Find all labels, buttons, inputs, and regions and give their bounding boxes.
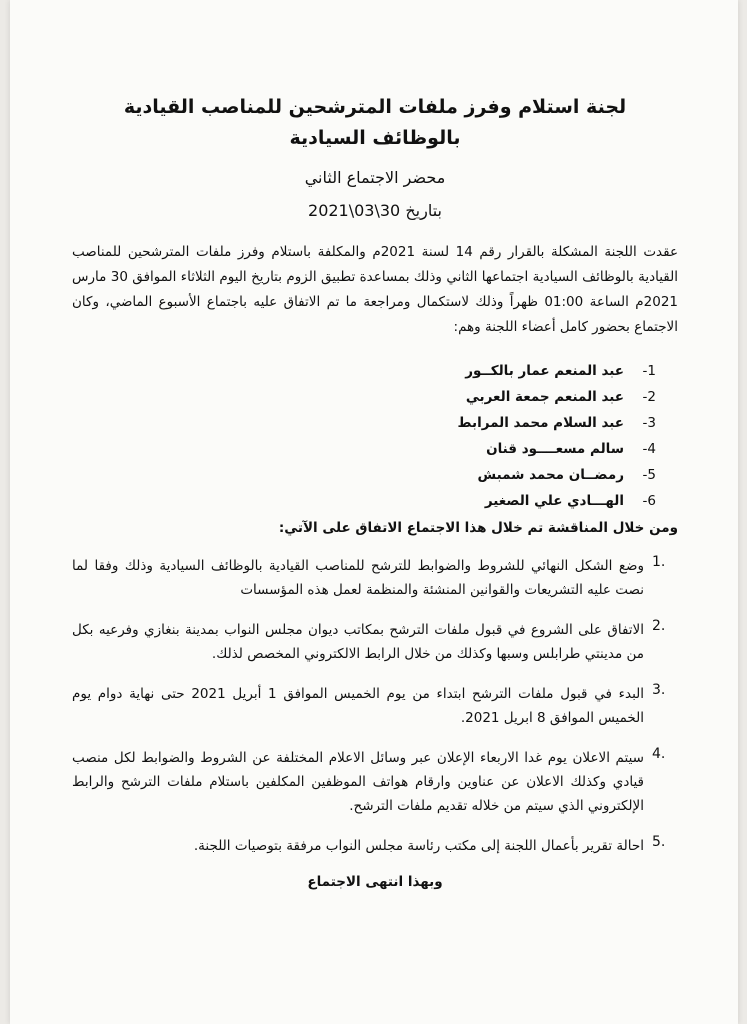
meeting-date: بتاريخ 30\03\2021 (308, 201, 442, 220)
document-content (72, 92, 678, 890)
resolution-number: 4. (652, 746, 666, 762)
resolutions-list (72, 554, 678, 858)
member-number: 3- (642, 415, 656, 431)
member-name: عبد السلام محمد المرابط (457, 415, 624, 431)
member-item (72, 384, 656, 410)
member-name: رمضــان محمد شمبش (477, 467, 624, 483)
members-list (72, 358, 678, 514)
resolution-item (72, 618, 678, 666)
member-number: 6- (642, 493, 656, 509)
resolution-number: 1. (652, 554, 666, 570)
discussion-intro: ومن خلال المناقشة تم خلال هذا الاجتماع الاتفاق على الآتي: (278, 520, 678, 536)
document-page (10, 0, 738, 1024)
resolution-text: البدء في قبول ملفات الترشح ابتداء من يوم الخميس الموافق 1 أبريل 2021 حتى نهاية دوام يوم الخميس الموافق 8 ابريل 2021. (72, 686, 645, 726)
resolution-text: احالة تقرير بأعمال اللجنة إلى مكتب رئاسة مجلس النواب مرفقة بتوصيات اللجنة. (193, 838, 644, 854)
member-number: 2- (642, 389, 656, 405)
member-item (72, 436, 656, 462)
resolution-text: الاتفاق على الشروع في قبول ملفات الترشح بمكاتب ديوان مجلس النواب بمدينة بنغازي وفرعيه بكل من مدينتي طرابلس وسبها وكذلك من خلال الرابط الالكتروني المخصص لذلك. (72, 622, 644, 662)
title-line-2: بالوظائف السيادية (289, 127, 461, 149)
member-item (72, 488, 656, 514)
resolution-number: 3. (652, 682, 666, 698)
member-item (72, 358, 656, 384)
resolution-text: وضع الشكل النهائي للشروط والضوابط للترشح للمناصب القيادية بالوظائف السيادية وذلك وفقا لما نصت عليه التشريعات والقوانين المنشئة والمنظمة لعمل هذه المؤسسات (72, 558, 644, 598)
resolution-number: 2. (652, 618, 666, 634)
document-title (72, 92, 678, 154)
resolution-item (72, 554, 678, 602)
resolution-item (72, 746, 678, 818)
member-number: 1- (642, 363, 656, 379)
resolution-text: سيتم الاعلان يوم غدا الاربعاء الإعلان عبر وسائل الاعلام المختلفة عن الشروط والضوابط لكل منصب قيادي وكذلك الاعلان عن عناوين وارقام هواتف الموظفين المكلفين باستلام ملفات الترشح والرابط الإلكتروني الذي سيتم من خلاله تقديم ملفات الترشح. (72, 750, 644, 814)
member-name: عبد المنعم عمار بالكــور (465, 363, 624, 379)
member-name: الهـــادي علي الصغير (484, 493, 624, 509)
meeting-subtitle: محضر الاجتماع الثاني (304, 168, 446, 187)
intro-paragraph: عقدت اللجنة المشكلة بالقرار رقم 14 لسنة 2021م والمكلفة باستلام وفرز ملفات المترشحين للمناصب القيادية بالوظائف السيادية اجتماعها الثاني وذلك بمساعدة تطبيق الزوم بتاريخ اليوم الثلاثاء الموافق 30 مارس 2021م الساعة 01:00 ظهراً وذلك لاستكمال ومراجعة ما تم الاتفاق عليه باجتماع الأسبوع الماضي، وكان الاجتماع بحضور كامل أعضاء اللجنة وهم: (72, 244, 679, 335)
member-item (72, 410, 656, 436)
title-line-1: لجنة استلام وفرز ملفات المترشحين للمناصب القيادية (123, 96, 627, 118)
member-item (72, 462, 656, 488)
member-number: 4- (642, 441, 656, 457)
resolution-item (72, 682, 678, 730)
closing-statement: وبهذا انتهى الاجتماع (307, 874, 443, 890)
member-name: سالم مسعــــود قنان (486, 441, 624, 457)
member-name: عبد المنعم جمعة العربي (465, 389, 624, 405)
resolution-item (72, 834, 678, 858)
resolution-number: 5. (652, 834, 666, 850)
member-number: 5- (642, 467, 656, 483)
